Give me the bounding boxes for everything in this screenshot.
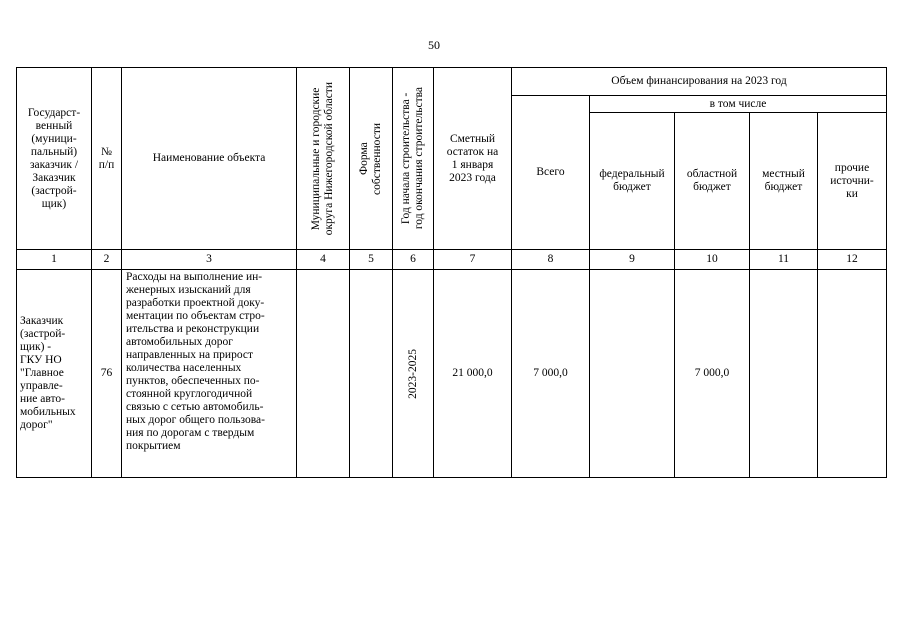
column-number: 3	[122, 250, 297, 270]
table-row	[17, 270, 887, 478]
cell-other	[818, 270, 887, 478]
column-number: 6	[393, 250, 434, 270]
column-number: 4	[297, 250, 350, 270]
cell-local	[750, 270, 818, 478]
header-ownership	[350, 68, 393, 250]
header-municipality	[297, 68, 350, 250]
cell-total: 7 000,0	[512, 270, 590, 478]
cell-years	[393, 270, 434, 478]
cell-number: 76	[92, 270, 122, 478]
header-local: местный бюджет	[750, 113, 818, 250]
header-total: Всего	[512, 96, 590, 250]
column-number: 11	[750, 250, 818, 270]
header-ownership-text: Форма собственности	[358, 122, 383, 195]
header-regional: областной бюджет	[675, 113, 750, 250]
cell-regional: 7 000,0	[675, 270, 750, 478]
column-number-row	[17, 250, 887, 270]
header-estimated-balance: Сметный остаток на 1 января 2023 года	[434, 68, 512, 250]
column-number: 2	[92, 250, 122, 270]
cell-ownership	[350, 270, 393, 478]
header-years	[393, 68, 434, 250]
header-other: прочие источни- ки	[818, 113, 887, 250]
header-row-1	[17, 68, 887, 96]
header-subgroup: в том числе	[590, 96, 887, 113]
column-number: 8	[512, 250, 590, 270]
cell-years-text: 2023-2025	[406, 348, 419, 399]
cell-municipality	[297, 270, 350, 478]
column-number: 1	[17, 250, 92, 270]
cell-federal	[590, 270, 675, 478]
header-federal: федеральный бюджет	[590, 113, 675, 250]
column-number: 12	[818, 250, 887, 270]
cell-estimated-balance: 21 000,0	[434, 270, 512, 478]
column-number: 7	[434, 250, 512, 270]
cell-object-name: Расходы на выполнение ин- женерных изысканий для разработки проектной доку- ментации по объектам стро- ительства и реконструкции автомобильных дорог направленных на прирост количества населенных пунктов, обеспеченных по- стоянной круглогодичной связью с сетью автомобиль- ных дорог общего пользова- ния по дорогам с твердым покрытием	[122, 270, 297, 478]
column-number: 5	[350, 250, 393, 270]
header-years-text: Год начала строительства - год окончания строительства	[400, 87, 425, 230]
column-number: 10	[675, 250, 750, 270]
header-funding-group: Объем финансирования на 2023 год	[512, 68, 887, 96]
column-number: 9	[590, 250, 675, 270]
header-number: № п/п	[92, 68, 122, 250]
header-municipality-text: Муниципальные и городские округа Нижегородской области	[310, 81, 335, 236]
header-object-name: Наименование объекта	[122, 68, 297, 250]
header-customer: Государст- венный (муници- пальный) заказчик / Заказчик (застрой- щик)	[17, 68, 92, 250]
financing-table	[16, 67, 887, 478]
cell-customer: Заказчик (застрой- щик) - ГКУ НО "Главное управле- ние авто- мобильных дорог"	[17, 270, 92, 478]
page-number: 50	[428, 38, 440, 52]
